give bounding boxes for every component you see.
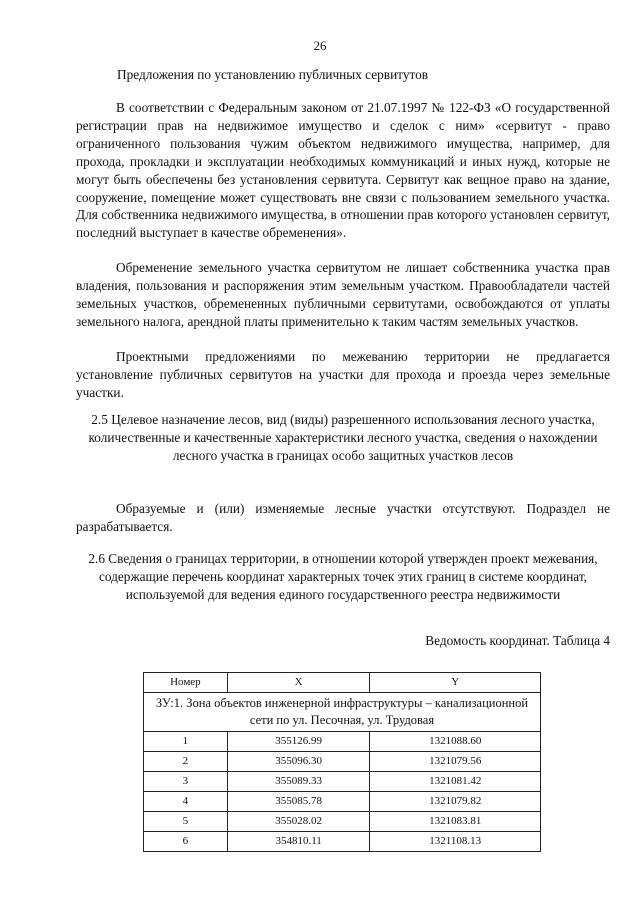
cell-y: 1321108.13: [370, 832, 541, 852]
heading-2-6: 2.6 Сведения о границах территории, в отношении которой утвержден проект межевания, содержащие перечень координат характерных точек этих границ в системе координат, используемой для ведения единого государственного реестра недвижимости: [88, 551, 598, 602]
cell-x: 355096.30: [227, 752, 370, 772]
paragraph-text: Проектными предложениями по межеванию территории не предлагается установление публичных сервитутов на участки для прохода и проезда через земельные участки.: [76, 349, 610, 400]
cell-x: 355085.78: [227, 792, 370, 812]
paragraph-encumbrance: [76, 259, 610, 331]
paragraph-text: Образуемые и (или) изменяемые лесные участки отсутствуют. Подраздел не разрабатывается.: [76, 501, 610, 534]
cell-y: 1321081.42: [370, 772, 541, 792]
table-caption: Ведомость координат. Таблица 4: [425, 633, 610, 648]
cell-number: 1: [144, 732, 228, 752]
cell-y: 1321079.56: [370, 752, 541, 772]
table-row: [144, 732, 541, 752]
table-header-row: [144, 673, 541, 693]
page-number: 26: [313, 38, 327, 53]
heading-2-5: 2.5 Целевое назначение лесов, вид (виды) разрешенного использования лесного участка, количественные и качественные характеристики лесного участка, сведения о нахождении лесного участка в границах особо защитных участков лесов: [88, 412, 598, 463]
paragraph-project-proposals: [76, 348, 610, 402]
zone-row: [144, 693, 541, 732]
cell-number: 5: [144, 812, 228, 832]
cell-x: 355089.33: [227, 772, 370, 792]
paragraph-text: Обременение земельного участка сервитутом не лишает собственника участка прав владения, пользования и распоряжения этим земельным участком. Правообладатели частей земельных участков, обремененных публичными сервитутами, освобождаются от уплаты земельного налога, арендной платы применительно к таким частям земельных участков.: [76, 260, 610, 329]
header-number: Номер: [144, 673, 228, 693]
cell-y: 1321083.81: [370, 812, 541, 832]
paragraph-forest-plots: [76, 500, 610, 536]
table-row: [144, 812, 541, 832]
cell-y: 1321088.60: [370, 732, 541, 752]
table-row: [144, 792, 541, 812]
paragraph-servitude-definition: [76, 99, 610, 242]
table-row: [144, 832, 541, 852]
cell-number: 3: [144, 772, 228, 792]
zone-title: ЗУ:1. Зона объектов инженерной инфраструктуры – канализационной сети по ул. Песочная, ул. Трудовая: [144, 693, 541, 732]
cell-x: 355126.99: [227, 732, 370, 752]
header-y: Y: [370, 673, 541, 693]
cell-number: 4: [144, 792, 228, 812]
coordinates-table: [143, 672, 541, 852]
cell-number: 2: [144, 752, 228, 772]
table-row: [144, 752, 541, 772]
cell-x: 354810.11: [227, 832, 370, 852]
header-x: X: [227, 673, 370, 693]
table-row: [144, 772, 541, 792]
cell-number: 6: [144, 832, 228, 852]
paragraph-text: В соответствии с Федеральным законом от 21.07.1997 № 122-ФЗ «О государственной регистрации прав на недвижимое имущество и сделок с ним» «сервитут - право ограниченного пользования чужим объектом недвижимого имущества, например, для прохода, прокладки и эксплуатации необходимых коммуникаций и иных нужд, которые не могут быть обеспечены без установления сервитута. Сервитут как вещное право на здание, сооружение, помещение может существовать вне связи с пользованием земельного участка. Для собственника недвижимого имущества, в отношении прав которого установлен сервитут, последний выступает в качестве обременения».: [76, 100, 610, 241]
cell-x: 355028.02: [227, 812, 370, 832]
cell-y: 1321079.82: [370, 792, 541, 812]
section-title: Предложения по установлению публичных сервитутов: [117, 67, 429, 82]
